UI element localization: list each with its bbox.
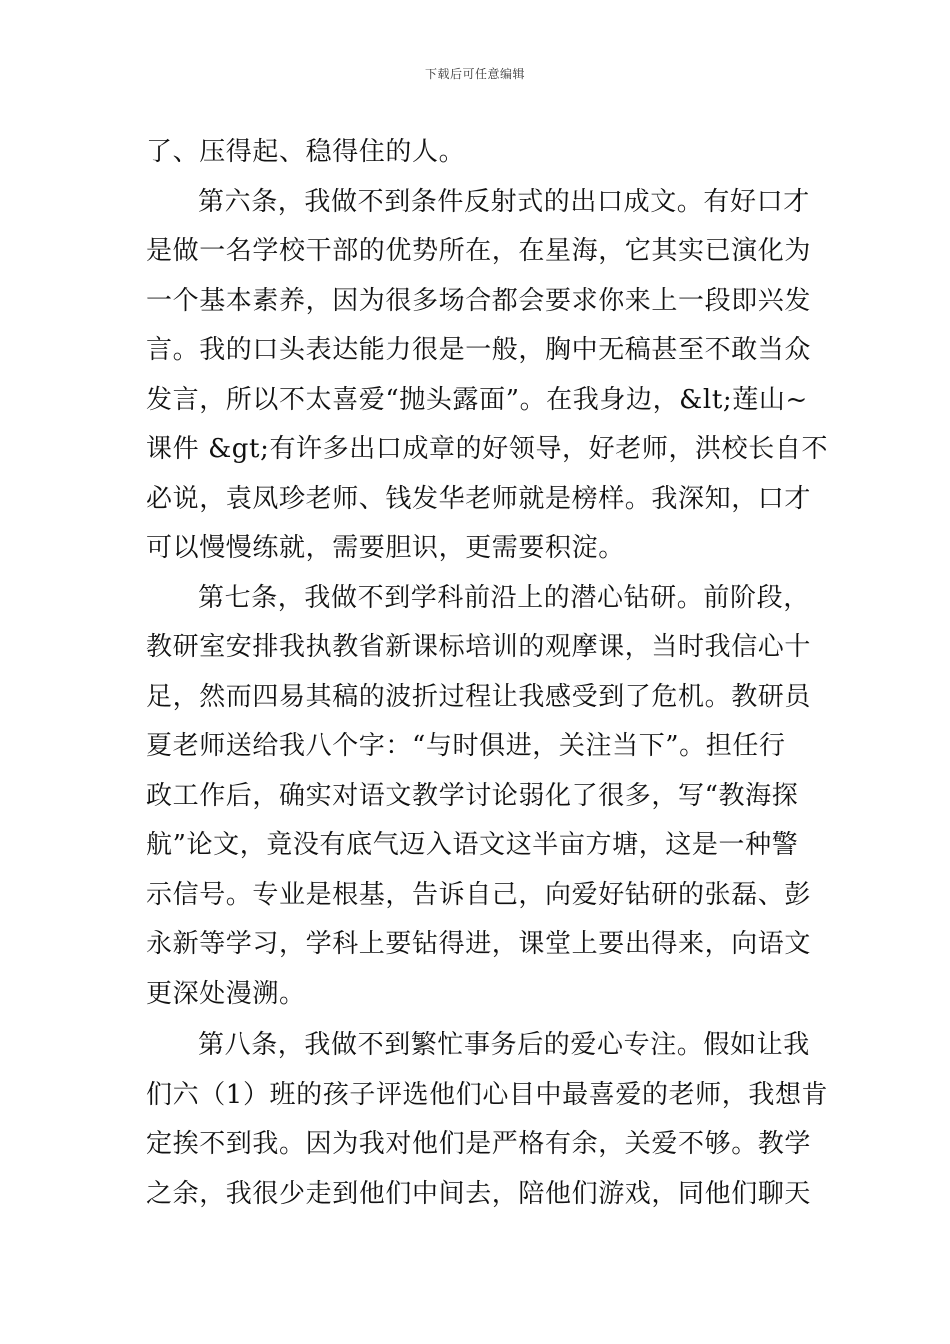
text-line: 夏老师送给我八个字：“与时俱进，关注当下”。担任行: [146, 731, 786, 761]
text-line: 示信号。专业是根基，告诉自己，向爱好钻研的张磊、彭: [146, 880, 812, 910]
text-line: 更深处漫溯。: [146, 979, 306, 1009]
paragraph-start-line: 第六条，我做不到条件反射式的出口成文。有好口才: [198, 187, 810, 217]
text-line: 教研室安排我执教省新课标培训的观摩课，当时我信心十: [146, 632, 812, 662]
paragraph-start-line: 第八条，我做不到繁忙事务后的爱心专注。假如让我: [198, 1030, 810, 1060]
text-line: 们六（1）班的孩子评选他们心目中最喜爱的老师，我想肯: [146, 1080, 829, 1110]
text-line: 言。我的口头表达能力很是一般，胸中无稿甚至不敢当众: [146, 335, 812, 365]
text-line: 之余，我很少走到他们中间去，陪他们游戏，同他们聊天: [146, 1179, 812, 1209]
text-line: 一个基本素养，因为很多场合都会要求你来上一段即兴发: [146, 286, 812, 316]
text-line: 政工作后，确实对语文教学讨论弱化了很多，写“教海探: [146, 781, 799, 811]
text-line: 课件 &gt;有许多出口成章的好领导，好老师，洪校长自不: [146, 434, 829, 464]
paragraph-start-line: 第七条，我做不到学科前沿上的潜心钻研。前阶段，: [198, 583, 810, 613]
text-line: 了、压得起、稳得住的人。: [146, 137, 466, 167]
text-line: 航”论文，竟没有底气迈入语文这半亩方塘，这是一种警: [146, 830, 799, 860]
text-line: 发言，所以不太喜爱“抛头露面”。在我身边，&lt;莲山~: [146, 385, 808, 415]
text-line: 可以慢慢练就，需要胆识，更需要积淀。: [146, 533, 625, 563]
text-line: 定挨不到我。因为我对他们是严格有余，关爱不够。教学: [146, 1129, 812, 1159]
text-line: 是做一名学校干部的优势所在，在星海，它其实已演化为: [146, 236, 812, 266]
page-header: 下载后可任意编辑: [424, 67, 525, 81]
text-line: 必说，袁凤珍老师、钱发华老师就是榜样。我深知，口才: [146, 484, 812, 514]
text-line: 足，然而四易其稿的波折过程让我感受到了危机。教研员: [146, 682, 812, 712]
text-line: 永新等学习，学科上要钻得进，课堂上要出得来，向语文: [146, 929, 812, 959]
